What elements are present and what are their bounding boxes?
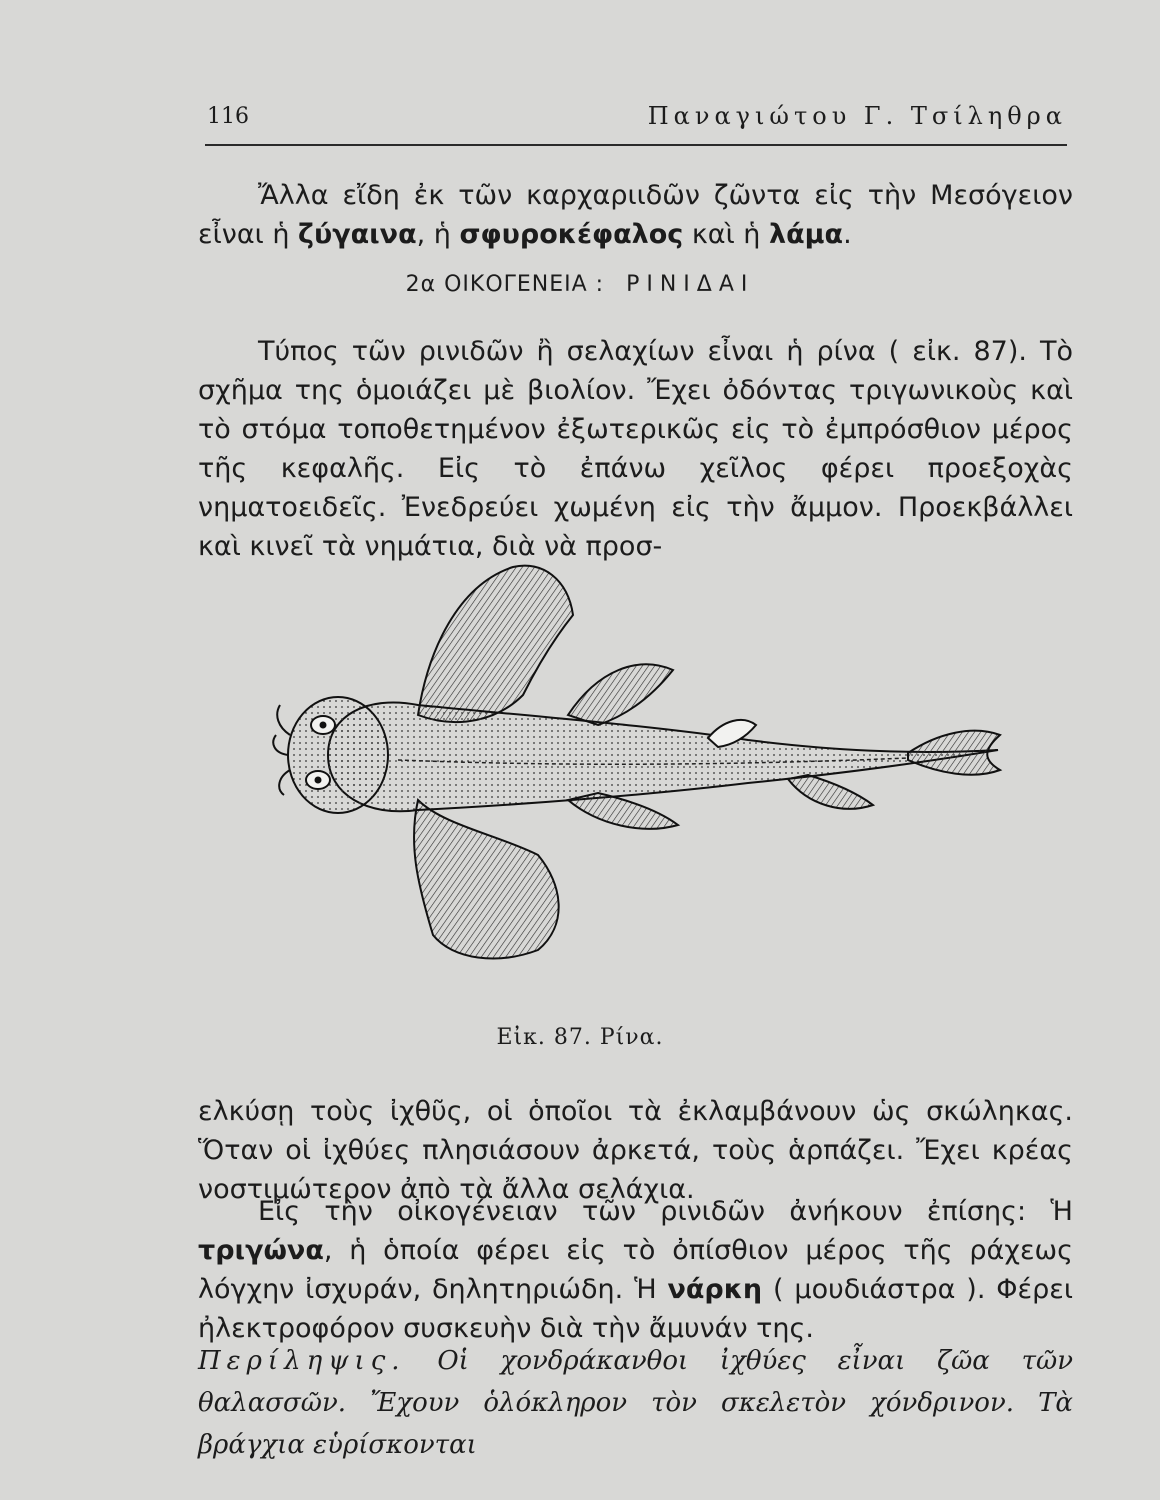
upper-pectoral-fin [418, 566, 573, 722]
dorsal-fin-1 [568, 664, 673, 725]
summary-label: Περίληψις. [198, 1346, 406, 1376]
page-header [205, 100, 1067, 146]
term-narki: νάρκη [667, 1274, 763, 1305]
term-zygaina: ζύγαινα [298, 219, 417, 250]
family-heading-name: ΡΙΝΙΔΑΙ [626, 272, 755, 297]
head [288, 697, 388, 813]
members-text: Εἰς τὴν οἰκογένειαν τῶν ρινιδῶν ἀνήκουν ἐπίσης: Ἡ [258, 1196, 1073, 1227]
intro-end: . [843, 219, 852, 250]
pelvic-fin-2 [788, 775, 873, 809]
family-heading-prefix: 2α ΟΙΚΟΓΕΝΕΙΑ : [405, 272, 605, 297]
lower-pectoral-fin [414, 800, 559, 958]
figure-caption: Εἰκ. 87. Ρίνα. [496, 1025, 664, 1050]
paragraph-family-members [198, 1192, 1073, 1348]
tail-fin [908, 731, 1000, 775]
members-text: , ἡ ὁποία φέρει εἰς τὸ ὀπίσθιον μέρος τῆς ράχεως λόγχην ἰσχυράν, δηλητηριώδη. Ἡ [198, 1235, 1073, 1305]
members-text: ( μουδιάστρα ). Φέρει ἠλεκτροφόρον συσκευὴν διὰ τὴν ἄμυνάν της. [198, 1274, 1073, 1344]
term-sfyrokefalos: σφυροκέφαλος [459, 219, 684, 250]
running-head: Παναγιώτου Γ. Τσίληθρα [647, 102, 1067, 130]
term-lama: λάμα [769, 219, 844, 250]
paragraph-rina-description: Τύπος τῶν ρινιδῶν ἢ σελαχίων εἶναι ἡ ρίνα ( εἰκ. 87). Τὸ σχῆμα της ὁμοιάζει μὲ βιολίον. Ἔχει ὀδόντας τριγωνικοὺς καὶ τὸ στόμα τοποθετημένον ἐξωτερικῶς εἰς τὸ ἐμπρόσθιον μέρος τῆς κεφαλῆς. Εἰς τὸ ἐπάνω χεῖλος φέρει προεξοχὰς νηματοειδεῖς. Ἐνεδρεύει χωμένη εἰς τὴν ἄμμον. Προεκβάλλει καὶ κινεῖ τὰ νημάτια, διὰ νὰ προσ- [198, 336, 1073, 562]
summary-paragraph [198, 1340, 1073, 1466]
family-heading [0, 272, 1160, 297]
page-number: 116 [207, 104, 249, 129]
term-trigona: τριγώνα [198, 1235, 324, 1266]
ray-illustration [268, 555, 1008, 975]
paragraph-continuation: ελκύσῃ τοὺς ἰχθῦς, οἱ ὁποῖοι τὰ ἐκλαμβάνουν ὡς σκώληκας. Ὅταν οἱ ἰχθύες πλησιάσουν ἀρκετά, τοὺς ἁρπάζει. Ἔχει κρέας νοστιμώτερον ἀπὸ τὰ ἄλλα σελάχια. [198, 1096, 1073, 1205]
intro-sep: , ἡ [416, 219, 460, 250]
pelvic-fin-1 [568, 793, 678, 829]
intro-sep: καὶ ἡ [683, 219, 769, 250]
figure-rina [268, 555, 1008, 975]
summary-text: Οἱ χονδράκανθοι ἰχθύες εἶναι ζῶα τῶν θαλασσῶν. Ἔχουν ὁλόκληρον τὸν σκελετὸν χόνδρινον. Τὰ βράγχια εὑρίσκονται [198, 1346, 1073, 1460]
intro-paragraph [198, 176, 1073, 254]
intro-text: Ἄλλα εἴδη ἐκ τῶν καρχαριιδῶν ζῶντα εἰς τὴν Μεσόγειον εἶναι ἡ [198, 180, 1073, 250]
body [328, 702, 998, 811]
